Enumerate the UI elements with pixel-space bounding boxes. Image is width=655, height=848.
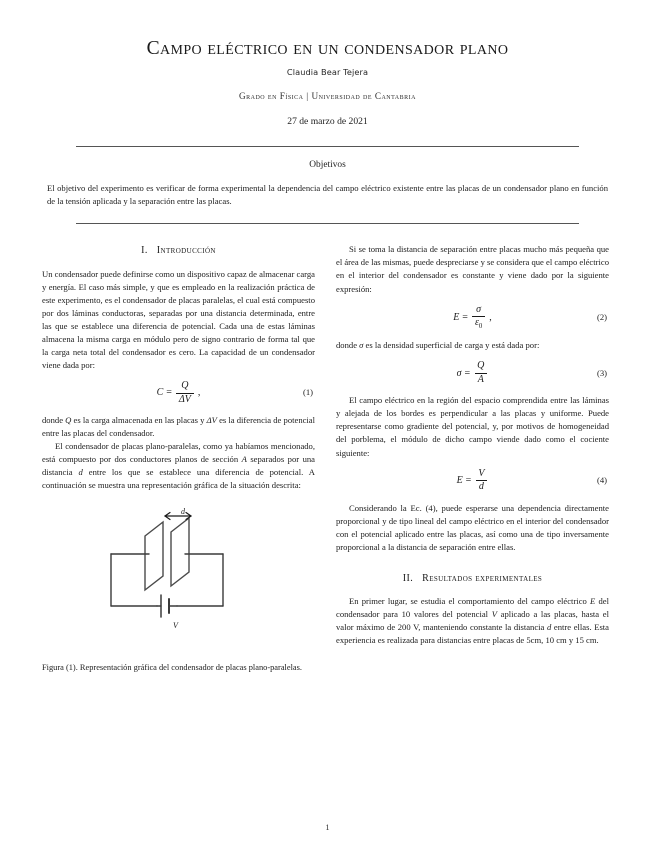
paragraph-intro-3: [42, 440, 315, 492]
res1-b: del condensador para 10 valores del potencial: [336, 596, 609, 620]
eq1-trailing-comma: ,: [197, 387, 201, 399]
figure-caption: Figura (1). Representación gráfica del condensador de placas plano-paralelas.: [42, 663, 302, 673]
eq2-equals: =: [462, 311, 468, 323]
eq4-equals: =: [465, 474, 472, 486]
symbol-d-2: d: [547, 622, 552, 633]
symbol-V: V: [491, 609, 497, 620]
section-heading-introduccion: [42, 243, 315, 258]
intro5-b: es la densidad superficial de carga y está dada por:: [363, 340, 540, 351]
eq2-lhs: E: [453, 311, 460, 323]
eq4-numerator: V: [478, 467, 485, 479]
intro3-a: El condensador de placas plano-paralelas, como ya habíamos mencionado, está compuesto por dos conductores planos de sección: [42, 441, 315, 465]
intro5-a: donde: [336, 340, 360, 351]
section-number: I.: [141, 245, 148, 257]
figure-capacitor: [42, 506, 315, 674]
eq3-tag: (3): [596, 367, 607, 378]
equation-3: [336, 361, 609, 385]
eq1-numerator: Q: [181, 380, 189, 392]
eq3-lhs: σ: [456, 367, 462, 379]
symbol-E: E: [590, 596, 596, 607]
two-column-body: [42, 243, 613, 680]
divider-top: [76, 146, 579, 147]
abstract-text: El objetivo del experimento es verificar de forma experimental la dependencia del campo eléctrico existente entre las placas de un condensador plano en función de la tensión aplicada y la separación entre las placas.: [47, 183, 608, 206]
equation-4: [336, 469, 609, 493]
eq2-fraction: [472, 305, 485, 331]
eq1-denominator: ΔV: [178, 393, 191, 405]
section-number-2: II.: [402, 572, 414, 584]
intro2-a: donde: [42, 415, 66, 426]
paragraph-intro-7: Considerando la Ec. (4), puede esperarse una dependencia directamente proporcional y de tipo lineal del campo eléctrico en el interior del condensador con el potencial aplicado entre las placas, así como una de tipo inversamente proporcional a la distancia de separación entre ellas.: [336, 502, 609, 552]
paragraph-intro-1: Un condensador puede definirse como un dispositivo capaz de almacenar carga y energía. El caso más simple, y que es empleado en la realización práctica de este experimento, es el condensador de placas paralelas, el cual está compuesto por dos láminas conductoras, separadas por una distancia determinada, entre las que se establece una diferencia de potencial. Cada una de estas láminas almacena la misma carga en módulo pero de signo contrario de forma tal que la carga neta total del condensador es cero. La capacidad de un condensador viene dada por:: [42, 268, 315, 370]
column-right: [336, 243, 609, 680]
paragraph-resultados-1: [336, 595, 609, 647]
plate-right: [171, 518, 189, 586]
paragraph-intro-5: [336, 339, 609, 352]
capacitor-diagram: [99, 506, 259, 646]
page-number: 1: [325, 823, 330, 832]
intro2-c: es la diferencia de potencial entre las placas del condensador.: [42, 415, 316, 439]
res1-d: entre ellas. Esta experiencia es realizada para distancias entre placas de 5cm, 10 cm y 15 cm.: [336, 622, 609, 646]
res1-a: En primer lugar, se estudia el comportamiento del campo eléctrico: [349, 596, 591, 607]
symbol-Q: Q: [65, 415, 72, 426]
intro2-b: es la carga almacenada en las placas y: [71, 415, 207, 426]
eq3-fraction: [474, 361, 487, 385]
intro3-b: separados por una distancia: [42, 454, 315, 478]
affiliation-line: Grado en Física | Universidad de Cantabria: [239, 91, 416, 102]
res1-c: aplicado a las placas, hasta el valor máximo de 200 V, manteniendo constante la distancia: [336, 609, 610, 633]
eq3-equals: =: [464, 367, 471, 379]
eq2-tag: (2): [596, 311, 607, 322]
equation-2: [336, 305, 609, 331]
column-left: [42, 243, 315, 680]
symbol-A: A: [241, 454, 247, 465]
section-title-2: Resultados experimentales: [422, 572, 543, 584]
paragraph-intro-6: El campo eléctrico en la región del espacio comprendida entre las láminas y alejada de los bordes es perpendicular a las placas y uniforme. Puede representarse como gradiente del potencial, y, por motivos de homogeneidad del porblema, el módulo de dicho campo viende dado como el cociente siguiente:: [336, 395, 609, 458]
page-title: Campo eléctrico en un condensador plano: [146, 38, 509, 59]
section-heading-resultados: [336, 571, 609, 586]
eq4-fraction: [475, 469, 487, 493]
equation-1: [42, 381, 315, 405]
abstract-heading: Objetivos: [309, 160, 346, 171]
eq4-lhs: E: [456, 474, 463, 486]
intro3-c: entre los que se establece una diferencia de potencial. A continuación se muestra una representación gráfica de la situación descrita:: [42, 467, 315, 491]
figure-label-v: V: [172, 621, 178, 631]
eq2-denominator-sub: 0: [478, 323, 483, 331]
eq1-lhs: C: [156, 387, 164, 399]
symbol-d: d: [78, 467, 83, 478]
plate-left: [145, 522, 163, 590]
divider-bottom: [76, 223, 579, 224]
paragraph-intro-2: [42, 414, 315, 440]
eq4-denominator: d: [478, 481, 484, 493]
eq3-denominator: A: [477, 373, 484, 385]
symbol-deltaV: ΔV: [206, 415, 217, 426]
figure-label-d: d: [180, 507, 185, 517]
eq4-tag: (4): [596, 475, 607, 486]
eq1-equals: =: [166, 387, 172, 399]
author-name: Claudia Bear Tejera: [286, 67, 369, 78]
eq2-denominator: ε: [474, 317, 479, 329]
eq3-numerator: Q: [477, 360, 485, 372]
section-title: Introducción: [156, 245, 216, 257]
document-date: 27 de marzo de 2021: [287, 116, 368, 128]
symbol-sigma: σ: [359, 340, 364, 351]
eq2-trailing-comma: ,: [489, 311, 492, 323]
eq2-numerator: σ: [476, 303, 482, 315]
paragraph-intro-4: Si se toma la distancia de separación entre placas mucho más pequeña que el área de las mismas, puede despreciarse y se considera que el campo eléctrico en el interior del condensador es constante y viene dado por la siguiente expresión:: [336, 244, 609, 294]
eq1-fraction: [176, 381, 194, 405]
eq1-tag: (1): [302, 387, 313, 398]
